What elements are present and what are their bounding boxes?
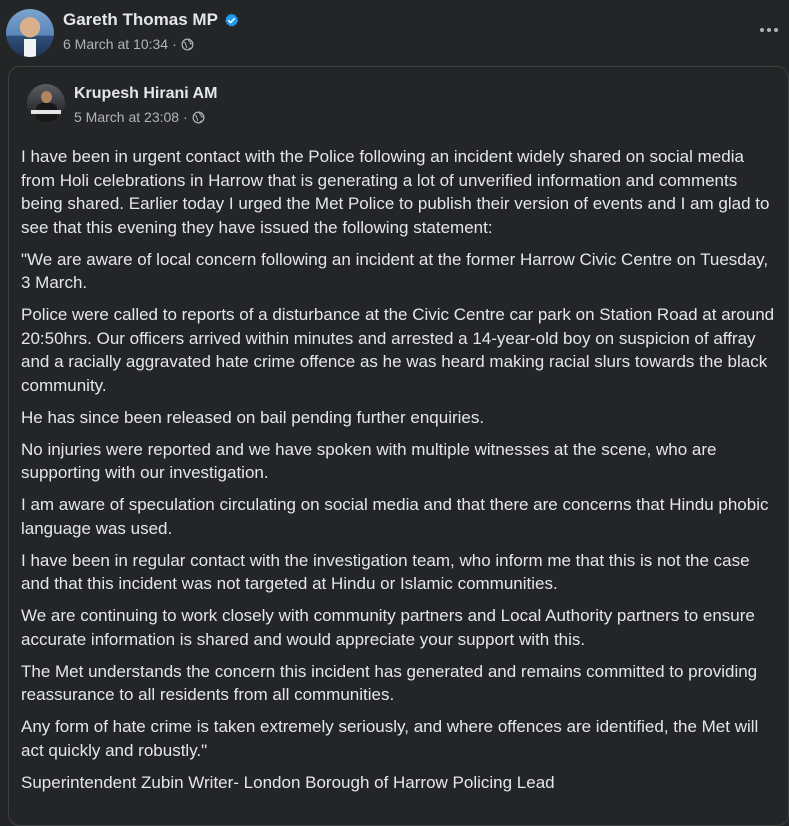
shared-post-meta [74, 109, 205, 125]
shared-author-name[interactable]: Krupesh Hirani AM [74, 85, 218, 102]
outer-author-avatar[interactable] [6, 9, 54, 57]
meta-separator: · [172, 36, 177, 52]
globe-icon[interactable] [192, 111, 205, 124]
globe-icon[interactable] [181, 38, 194, 51]
post-paragraph: I am aware of speculation circulating on social media and that there are concerns that Hindu phobic language was used. [21, 495, 769, 538]
outer-author-name[interactable]: Gareth Thomas MP [63, 10, 218, 29]
outer-timestamp[interactable]: 6 March at 10:34 [63, 36, 169, 52]
outer-post-meta [63, 36, 194, 52]
shared-post-card[interactable] [8, 66, 789, 826]
more-options-icon [759, 27, 779, 33]
shared-post-body [21, 145, 777, 803]
outer-author-row [63, 10, 239, 30]
outer-post-header [0, 0, 789, 66]
post-paragraph: Police were called to reports of a disturbance at the Civic Centre car park on Station Road at around 20:50hrs. Our officers arrived within minutes and arrested a 14-year-old boy on suspicion of affray and a racially aggravated hate crime offence as he was heard making racial slurs towards the black community. [21, 305, 775, 395]
shared-timestamp[interactable]: 5 March at 23:08 [74, 109, 180, 125]
verified-badge-icon [224, 13, 239, 28]
post-paragraph: We are continuing to work closely with community partners and Local Authority partners to ensure accurate information is shared and would appreciate your support with this. [21, 606, 755, 649]
meta-separator: · [183, 109, 188, 125]
post-paragraph: The Met understands the concern this incident has generated and remains committed to providing reassurance to all residents from all communities. [21, 661, 758, 704]
post-paragraph: "We are aware of local concern following an incident at the former Harrow Civic Centre on Tuesday, 3 March. [21, 249, 769, 292]
post-paragraph: Any form of hate crime is taken extremely seriously, and where offences are identified, the Met will act quickly and robustly." [21, 717, 759, 760]
shared-author-avatar[interactable] [27, 84, 65, 122]
post-paragraph: I have been in regular contact with the investigation team, who inform me that this is not the case and that this incident was not targeted at Hindu or Islamic communities. [21, 550, 750, 593]
post-paragraph: He has since been released on bail pending further enquiries. [21, 407, 485, 427]
post-signature: Superintendent Zubin Writer- London Borough of Harrow Policing Lead [21, 772, 555, 792]
post-paragraph: I have been in urgent contact with the Police following an incident widely shared on social media from Holi celebrations in Harrow that is generating a lot of unverified information and comments being shared. Earlier today I urged the Met Police to publish their version of events and I am glad to see that this evening they have issued the following statement: [21, 147, 770, 237]
more-options-button[interactable] [757, 18, 781, 42]
post-paragraph: No injuries were reported and we have spoken with multiple witnesses at the scene, who are supporting with our investigation. [21, 439, 717, 482]
